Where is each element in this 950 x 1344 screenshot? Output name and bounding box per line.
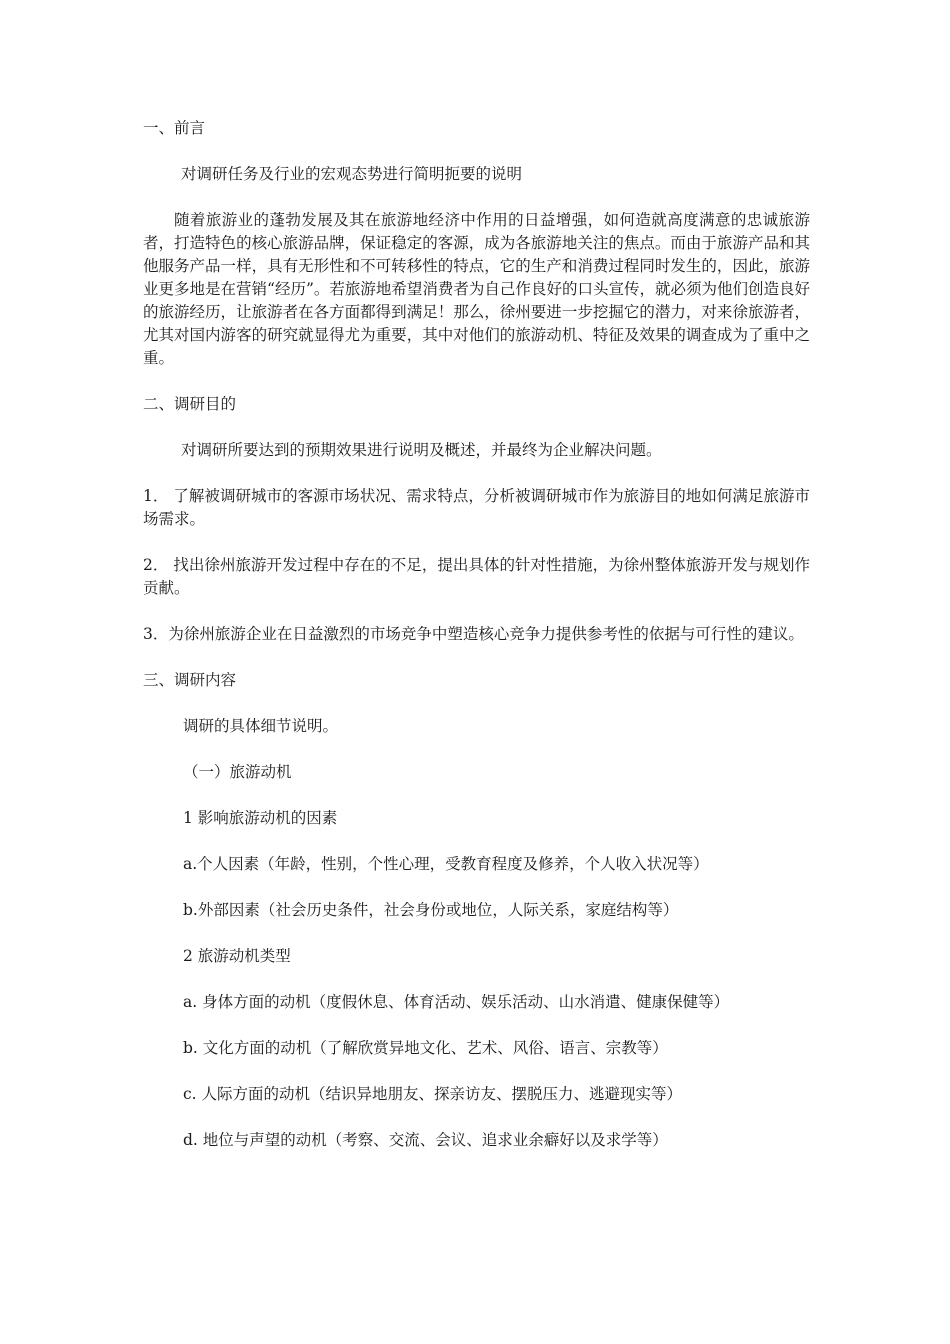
type-item-d: d. 地位与声望的动机（考察、交流、会议、追求业余癖好以及求学等） <box>183 1131 668 1149</box>
objective-item-2: 2． 找出徐州旅游开发过程中存在的不足，提出具体的针对性措施，为徐州整体旅游开发与规划作贡献。 <box>143 556 810 597</box>
objective-item-1: 1． 了解被调研城市的客源市场状况、需求特点，分析被调研城市作为旅游目的地如何满足旅游市场需求。 <box>143 487 810 528</box>
objective-item-3: 3．为徐州旅游企业在日益激烈的市场竞争中塑造核心竞争力提供参考性的依据与可行性的建议。 <box>143 625 804 643</box>
type-item-b: b. 文化方面的动机（了解欣赏异地文化、艺术、风俗、语言、宗教等） <box>183 1039 668 1057</box>
section-heading-objectives: 二、调研目的 <box>143 395 237 413</box>
objectives-intro: 对调研所要达到的预期效果进行说明及概述，并最终为企业解决问题。 <box>181 441 662 459</box>
types-title: 2 旅游动机类型 <box>183 947 291 965</box>
preface-intro: 对调研任务及行业的宏观态势进行简明扼要的说明 <box>181 165 523 183</box>
section-heading-preface: 一、前言 <box>143 119 206 137</box>
factor-item-a: a.个人因素（年龄，性别，个性心理，受教育程度及修养，个人收入状况等） <box>183 855 709 873</box>
type-item-a: a. 身体方面的动机（度假休息、体育活动、娱乐活动、山水消遣、健康保健等） <box>183 993 730 1011</box>
type-item-c: c. 人际方面的动机（结识异地朋友、探亲访友、摆脱压力、逃避现实等） <box>183 1085 683 1103</box>
content-intro: 调研的具体细节说明。 <box>183 717 339 735</box>
subsection-heading-motivation: （一）旅游动机 <box>183 763 292 781</box>
factor-item-b: b.外部因素（社会历史条件，社会身份或地位，人际关系，家庭结构等） <box>183 901 679 919</box>
document-page <box>143 117 810 1152</box>
factors-title: 1 影响旅游动机的因素 <box>183 809 338 827</box>
section-heading-content: 三、调研内容 <box>143 671 237 689</box>
preface-body: 随着旅游业的蓬勃发展及其在旅游地经济中作用的日益增强，如何造就高度满意的忠诚旅游者，打造特色的核心旅游品牌，保证稳定的客源，成为各旅游地关注的焦点。而由于旅游产品和其他服务产品一样，具有无形性和不可转移性的特点，它的生产和消费过程同时发生的，因此，旅游业更多地是在营销“经历”。若旅游地希望消费者为自己作良好的口头宣传，就必须为他们创造良好的旅游经历，让旅游者在各方面都得到满足！那么，徐州要进一步挖掘它的潜力，对来徐旅游者，尤其对国内游客的研究就显得尤为重要，其中对他们的旅游动机、特征及效果的调查成为了重中之重。 <box>143 211 810 367</box>
